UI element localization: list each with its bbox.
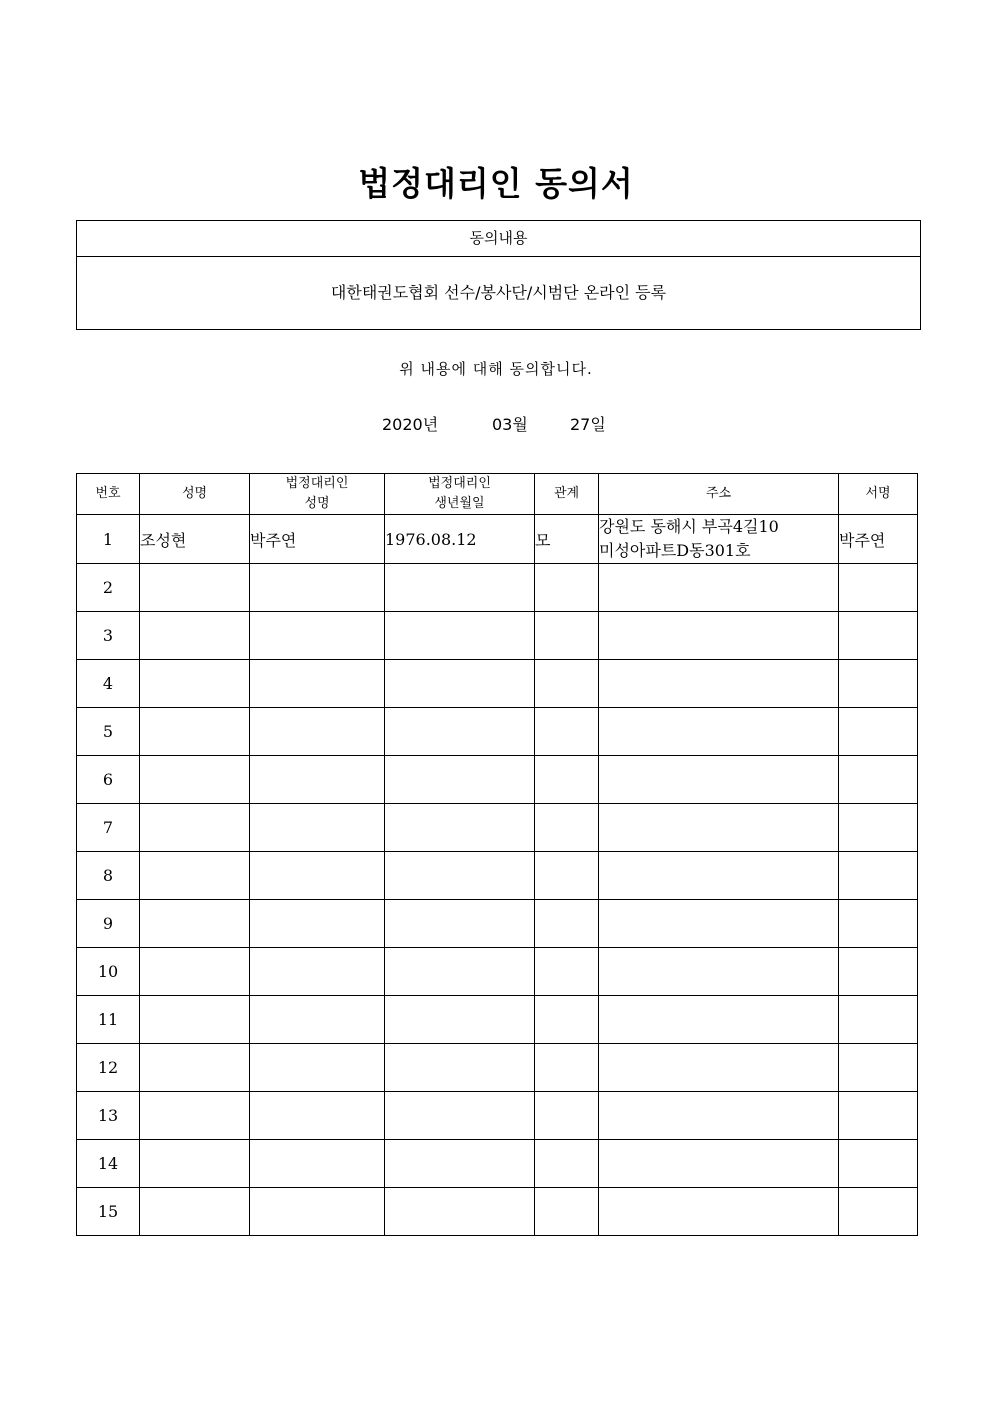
row-guardian-name[interactable] bbox=[250, 804, 385, 852]
row-guardian-birth[interactable] bbox=[385, 1140, 535, 1188]
row-number: 4 bbox=[77, 660, 140, 708]
row-signature[interactable] bbox=[839, 1044, 918, 1092]
row-name[interactable] bbox=[140, 612, 250, 660]
row-guardian-name[interactable] bbox=[250, 1044, 385, 1092]
row-guardian-name[interactable]: 박주연 bbox=[250, 515, 385, 564]
row-signature[interactable] bbox=[839, 948, 918, 996]
row-address[interactable] bbox=[599, 1092, 839, 1140]
row-relation[interactable]: 모 bbox=[535, 515, 599, 564]
row-relation[interactable] bbox=[535, 852, 599, 900]
table-row bbox=[77, 1092, 918, 1140]
row-name[interactable] bbox=[140, 1140, 250, 1188]
row-guardian-name[interactable] bbox=[250, 996, 385, 1044]
row-guardian-name[interactable] bbox=[250, 612, 385, 660]
row-signature[interactable] bbox=[839, 660, 918, 708]
row-guardian-birth[interactable] bbox=[385, 612, 535, 660]
document-title: 법정대리인 동의서 bbox=[358, 164, 634, 203]
row-name[interactable] bbox=[140, 1044, 250, 1092]
row-name[interactable] bbox=[140, 996, 250, 1044]
row-relation[interactable] bbox=[535, 1140, 599, 1188]
row-signature[interactable] bbox=[839, 708, 918, 756]
table-row bbox=[77, 564, 918, 612]
table-row bbox=[77, 804, 918, 852]
row-name[interactable] bbox=[140, 852, 250, 900]
row-relation[interactable] bbox=[535, 612, 599, 660]
row-guardian-birth[interactable] bbox=[385, 948, 535, 996]
row-guardian-birth[interactable]: 1976.08.12 bbox=[385, 515, 535, 564]
table-row bbox=[77, 852, 918, 900]
row-relation[interactable] bbox=[535, 1044, 599, 1092]
row-guardian-birth[interactable] bbox=[385, 852, 535, 900]
table-row bbox=[77, 708, 918, 756]
table-row bbox=[77, 612, 918, 660]
row-guardian-name[interactable] bbox=[250, 1092, 385, 1140]
row-relation[interactable] bbox=[535, 900, 599, 948]
row-name[interactable] bbox=[140, 660, 250, 708]
date-month: 03월 bbox=[492, 415, 528, 434]
header-guardian-name-line1: 법정대리인 bbox=[285, 476, 349, 491]
row-guardian-birth[interactable] bbox=[385, 1092, 535, 1140]
row-relation[interactable] bbox=[535, 660, 599, 708]
row-relation[interactable] bbox=[535, 996, 599, 1044]
consent-header: 동의내용 bbox=[77, 221, 920, 257]
row-number: 1 bbox=[77, 515, 140, 564]
row-signature[interactable] bbox=[839, 996, 918, 1044]
row-number: 14 bbox=[77, 1140, 140, 1188]
row-address[interactable] bbox=[599, 708, 839, 756]
row-signature[interactable] bbox=[839, 1140, 918, 1188]
row-guardian-name[interactable] bbox=[250, 708, 385, 756]
row-number: 13 bbox=[77, 1092, 140, 1140]
header-guardian-birth-line2: 생년월일 bbox=[434, 496, 485, 511]
table-row bbox=[77, 948, 918, 996]
header-address: 주소 bbox=[599, 474, 839, 515]
header-guardian-birth bbox=[385, 474, 535, 515]
row-guardian-name[interactable] bbox=[250, 1188, 385, 1236]
row-guardian-birth[interactable] bbox=[385, 900, 535, 948]
row-name[interactable] bbox=[140, 1092, 250, 1140]
row-name[interactable] bbox=[140, 804, 250, 852]
row-guardian-birth[interactable] bbox=[385, 564, 535, 612]
row-address[interactable] bbox=[599, 1140, 839, 1188]
header-number: 번호 bbox=[77, 474, 140, 515]
row-guardian-name[interactable] bbox=[250, 564, 385, 612]
row-address[interactable] bbox=[599, 996, 839, 1044]
row-address[interactable] bbox=[599, 900, 839, 948]
row-number: 8 bbox=[77, 852, 140, 900]
row-address[interactable] bbox=[599, 756, 839, 804]
row-guardian-birth[interactable] bbox=[385, 996, 535, 1044]
row-number: 5 bbox=[77, 708, 140, 756]
row-number: 6 bbox=[77, 756, 140, 804]
table-row bbox=[77, 515, 918, 564]
row-relation[interactable] bbox=[535, 756, 599, 804]
date-year: 2020년 bbox=[382, 415, 439, 434]
table-header-row bbox=[77, 474, 918, 515]
row-name[interactable] bbox=[140, 756, 250, 804]
table-row bbox=[77, 660, 918, 708]
row-signature[interactable]: 박주연 bbox=[839, 515, 918, 564]
row-guardian-birth[interactable] bbox=[385, 1044, 535, 1092]
header-guardian-birth-line1: 법정대리인 bbox=[428, 476, 491, 491]
row-guardian-name[interactable] bbox=[250, 948, 385, 996]
row-name[interactable] bbox=[140, 1188, 250, 1236]
row-signature[interactable] bbox=[839, 1092, 918, 1140]
row-guardian-name[interactable] bbox=[250, 900, 385, 948]
consent-body: 대한태권도협회 선수/봉사단/시범단 온라인 등록 bbox=[330, 283, 667, 302]
row-address[interactable] bbox=[599, 1188, 839, 1236]
header-guardian-name bbox=[250, 474, 385, 515]
row-name[interactable] bbox=[140, 948, 250, 996]
row-signature[interactable] bbox=[839, 564, 918, 612]
row-guardian-birth[interactable] bbox=[385, 660, 535, 708]
row-guardian-birth[interactable] bbox=[385, 1188, 535, 1236]
row-guardian-name[interactable] bbox=[250, 756, 385, 804]
row-name[interactable] bbox=[140, 708, 250, 756]
header-guardian-name-line2: 성명 bbox=[304, 496, 330, 511]
row-relation[interactable] bbox=[535, 1188, 599, 1236]
row-number: 15 bbox=[77, 1188, 140, 1236]
row-guardian-birth[interactable] bbox=[385, 756, 535, 804]
registration-table bbox=[76, 473, 918, 1236]
row-number: 3 bbox=[77, 612, 140, 660]
row-relation[interactable] bbox=[535, 1092, 599, 1140]
table-row bbox=[77, 900, 918, 948]
row-guardian-birth[interactable] bbox=[385, 804, 535, 852]
agreement-statement: 위 내용에 대해 동의합니다. bbox=[399, 360, 593, 378]
row-relation[interactable] bbox=[535, 708, 599, 756]
row-signature[interactable] bbox=[839, 1188, 918, 1236]
consent-box bbox=[76, 220, 921, 330]
table-row bbox=[77, 756, 918, 804]
row-relation[interactable] bbox=[535, 564, 599, 612]
table-row bbox=[77, 1140, 918, 1188]
row-relation[interactable] bbox=[535, 804, 599, 852]
row-address[interactable] bbox=[599, 804, 839, 852]
row-guardian-name[interactable] bbox=[250, 1140, 385, 1188]
date-day: 27일 bbox=[570, 415, 606, 434]
row-relation[interactable] bbox=[535, 948, 599, 996]
row-number: 2 bbox=[77, 564, 140, 612]
row-signature[interactable] bbox=[839, 852, 918, 900]
header-name: 성명 bbox=[140, 474, 250, 515]
row-signature[interactable] bbox=[839, 804, 918, 852]
row-guardian-name[interactable] bbox=[250, 852, 385, 900]
row-number: 9 bbox=[77, 900, 140, 948]
row-address[interactable] bbox=[599, 515, 839, 564]
row-guardian-name[interactable] bbox=[250, 660, 385, 708]
header-signature: 서명 bbox=[839, 474, 918, 515]
row-name[interactable] bbox=[140, 900, 250, 948]
row-address[interactable] bbox=[599, 948, 839, 996]
row-number: 11 bbox=[77, 996, 140, 1044]
table-row bbox=[77, 1044, 918, 1092]
row-address[interactable] bbox=[599, 564, 839, 612]
row-name[interactable]: 조성현 bbox=[140, 515, 250, 564]
signing-date bbox=[0, 412, 992, 435]
row-number: 12 bbox=[77, 1044, 140, 1092]
header-relation: 관계 bbox=[535, 474, 599, 515]
row-signature[interactable] bbox=[839, 756, 918, 804]
table-row bbox=[77, 1188, 918, 1236]
row-guardian-birth[interactable] bbox=[385, 708, 535, 756]
row-signature[interactable] bbox=[839, 612, 918, 660]
row-name[interactable] bbox=[140, 564, 250, 612]
row-address-line2: 미성아파트D동301호 bbox=[599, 541, 751, 560]
table-row bbox=[77, 996, 918, 1044]
row-address[interactable] bbox=[599, 612, 839, 660]
row-address-line1: 강원도 동해시 부곡4길10 bbox=[599, 517, 779, 536]
row-signature[interactable] bbox=[839, 900, 918, 948]
row-number: 7 bbox=[77, 804, 140, 852]
row-number: 10 bbox=[77, 948, 140, 996]
row-address[interactable] bbox=[599, 660, 839, 708]
row-address[interactable] bbox=[599, 852, 839, 900]
row-address[interactable] bbox=[599, 1044, 839, 1092]
